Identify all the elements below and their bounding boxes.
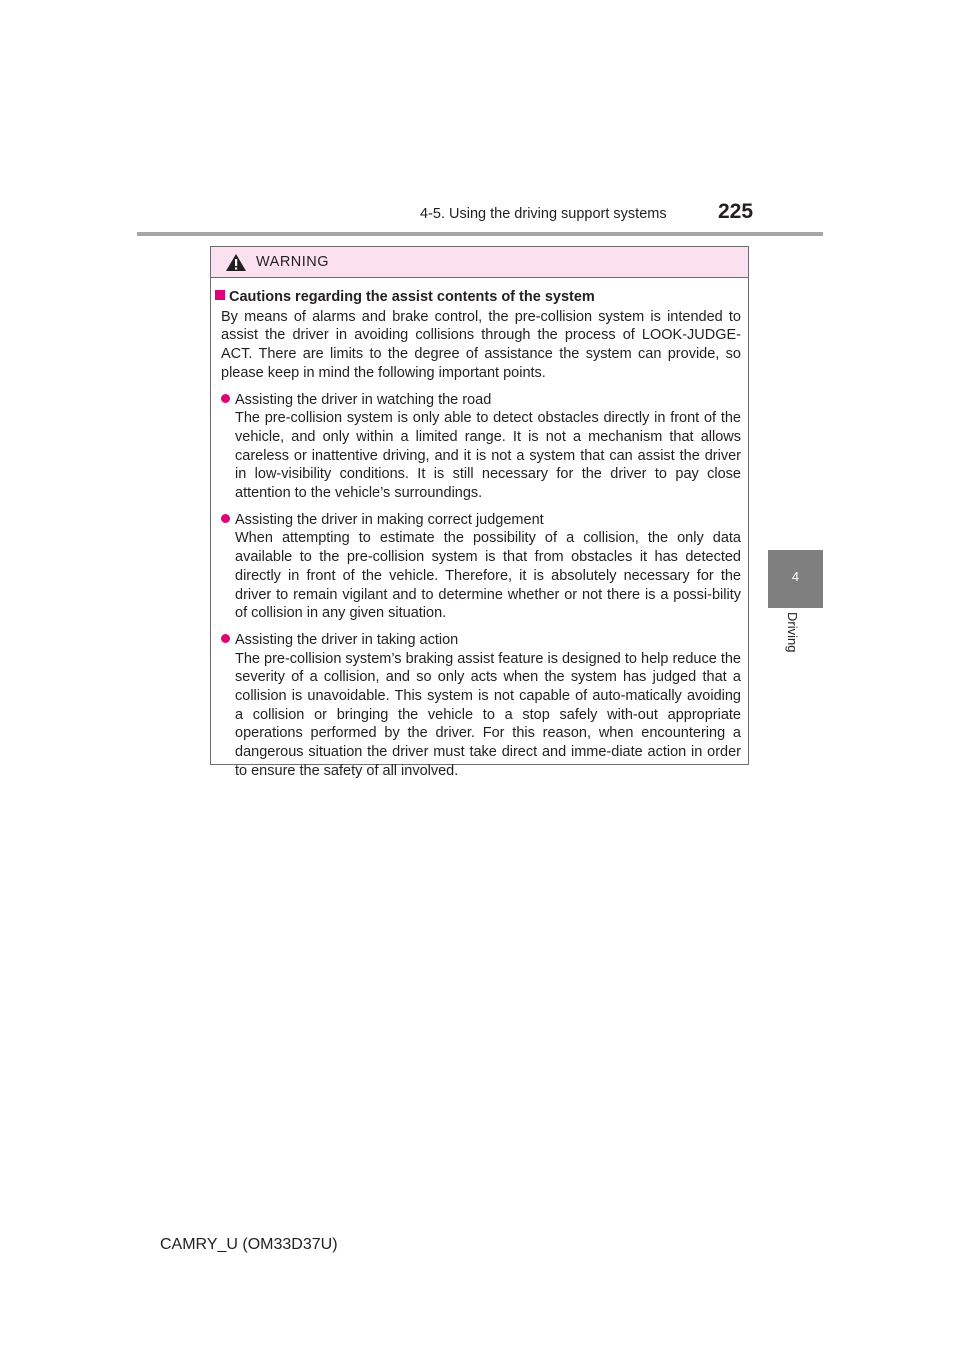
section-heading: 4-5. Using the driving support systems — [420, 206, 667, 222]
section-title-text: Cautions regarding the assist contents of the system — [229, 289, 595, 305]
section-title — [215, 288, 741, 307]
warning-triangle-icon — [225, 253, 247, 272]
round-bullet-icon — [221, 634, 230, 643]
list-item — [221, 631, 741, 781]
header-divider — [137, 232, 823, 236]
item-title: Assisting the driver in watching the road — [235, 391, 492, 408]
item-title: Assisting the driver in making correct judgement — [235, 511, 544, 528]
item-text: When attempting to estimate the possibility of a collision, the only data available to the pre-collision system is that from obstacles it has detected directly in front of the vehicle. Therefore, it is absolutely necessary for the driver to remain vigilant and to determine whether or not there is a possi-bility of collision in any given situation. — [235, 530, 741, 622]
square-bullet-icon — [215, 290, 225, 300]
list-item — [221, 391, 741, 503]
warning-body — [211, 278, 748, 781]
chapter-label: Driving — [785, 612, 800, 653]
page-number: 225 — [718, 200, 754, 223]
list-item — [221, 511, 741, 623]
round-bullet-icon — [221, 514, 230, 523]
model-code: CAMRY_U (OM33D37U) — [160, 1236, 338, 1253]
warning-box — [210, 246, 749, 779]
warning-header — [211, 247, 748, 278]
warning-label: WARNING — [256, 254, 330, 270]
item-title: Assisting the driver in taking action — [235, 631, 459, 648]
round-bullet-icon — [221, 394, 230, 403]
chapter-tab[interactable] — [768, 550, 823, 608]
item-text: The pre-collision system is only able to detect obstacles directly in front of the vehicle, and only within a limited range. It is not a mechanism that allows careless or inattentive driving, and it is not a system that can assist the driver in low-visibility conditions. It is still necessary for the driver to pay close attention to the vehicle’s surroundings. — [235, 410, 741, 502]
section-paragraph: By means of alarms and brake control, the pre-collision system is intended to assist the driver in avoiding collisions through the process of LOOK-JUDGE-ACT. There are limits to the degree of assistance the system can provide, so please keep in mind the following important points. — [221, 308, 741, 381]
item-text: The pre-collision system’s braking assist feature is designed to help reduce the severity of a collision, and so only acts when the system has judged that a collision is unavoidable. This system is not capable of auto-matically avoiding a collision or bringing the vehicle to a stop safely with-out appropriate operations performed by the driver. For this reason, when encountering a dangerous situation the driver must take direct and imme-diate action in order to ensure the safety of all involved. — [235, 650, 741, 779]
chapter-number: 4 — [791, 569, 800, 584]
